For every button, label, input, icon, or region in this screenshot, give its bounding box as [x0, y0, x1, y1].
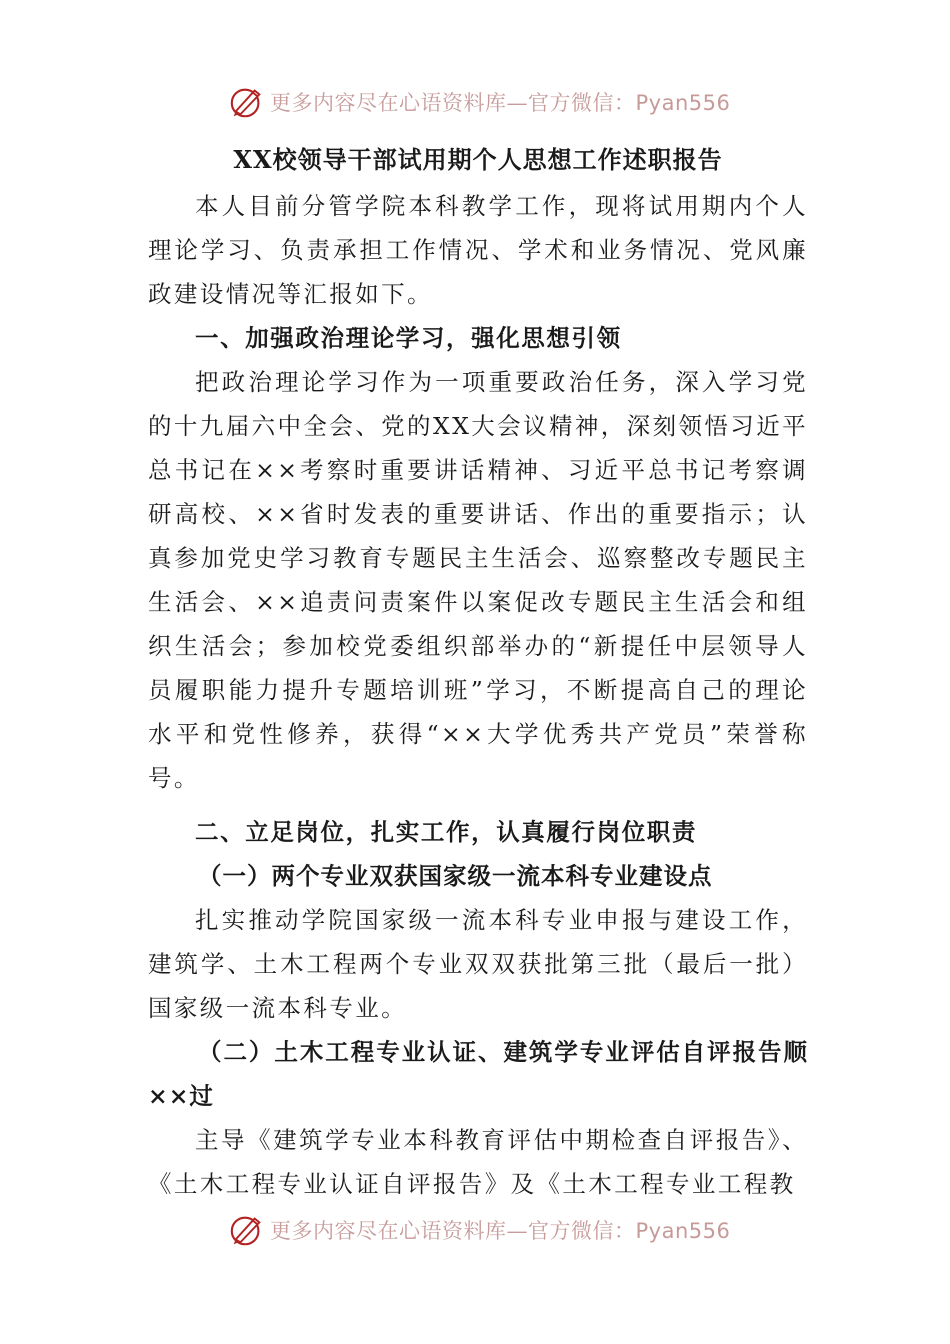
header-watermark [0, 82, 950, 122]
wechat-id: Pyan556 [635, 91, 731, 115]
footer-watermark [0, 1210, 950, 1250]
section1-paragraph: 把政治理论学习作为一项重要政治任务，深入学习党的十九届六中全会、党的XX大会议精神，深刻领悟习近平总书记在××考察时重要讲话精神、习近平总书记考察调研高校、××省时发表的重要讲话、作出的重要指示；认真参加党史学习教育专题民主生活会、巡察整改专题民主生活会、××追责问责案件以案促改专题民主生活会和组织生活会；参加校党委组织部举办的“新提任中层领导人员履职能力提升专题培训班”学习，不断提高自己的理论水平和党性修养，获得“××大学优秀共产党员”荣誉称号。 [148, 368, 808, 792]
subsection1-heading: （一）两个专业双获国家级一流本科专业建设点 [198, 862, 713, 890]
intro-paragraph: 本人目前分管学院本科教学工作，现将试用期内个人理论学习、负责承担工作情况、学术和业务情况、党风廉政建设情况等汇报如下。 [148, 192, 808, 308]
section2-heading: 二、立足岗位，扎实工作，认真履行岗位职责 [195, 818, 697, 846]
document-body [148, 138, 808, 1206]
subsection2-paragraph: 主导《建筑学专业本科教育评估中期检查自评报告》、《土木工程专业认证自评报告》及《土木工程专业工程教 [148, 1126, 808, 1198]
pen-logo-icon [228, 1211, 266, 1249]
section1-heading: 一、加强政治理论学习，强化思想引领 [195, 324, 622, 352]
pen-logo-icon [228, 83, 266, 121]
document-title: XX校领导干部试用期个人思想工作述职报告 [233, 145, 723, 174]
subsection2-heading: （二）土木工程专业认证、建筑学专业评估自评报告顺××过 [148, 1038, 808, 1110]
wechat-id: Pyan556 [635, 1219, 731, 1243]
watermark-text: 更多内容尽在心语资料库—官方微信：Pyan556 [270, 91, 731, 115]
watermark-text: 更多内容尽在心语资料库—官方微信：Pyan556 [270, 1219, 731, 1243]
subsection1-paragraph: 扎实推动学院国家级一流本科专业申报与建设工作，建筑学、土木工程两个专业双双获批第三批（最后一批）国家级一流本科专业。 [148, 906, 808, 1022]
